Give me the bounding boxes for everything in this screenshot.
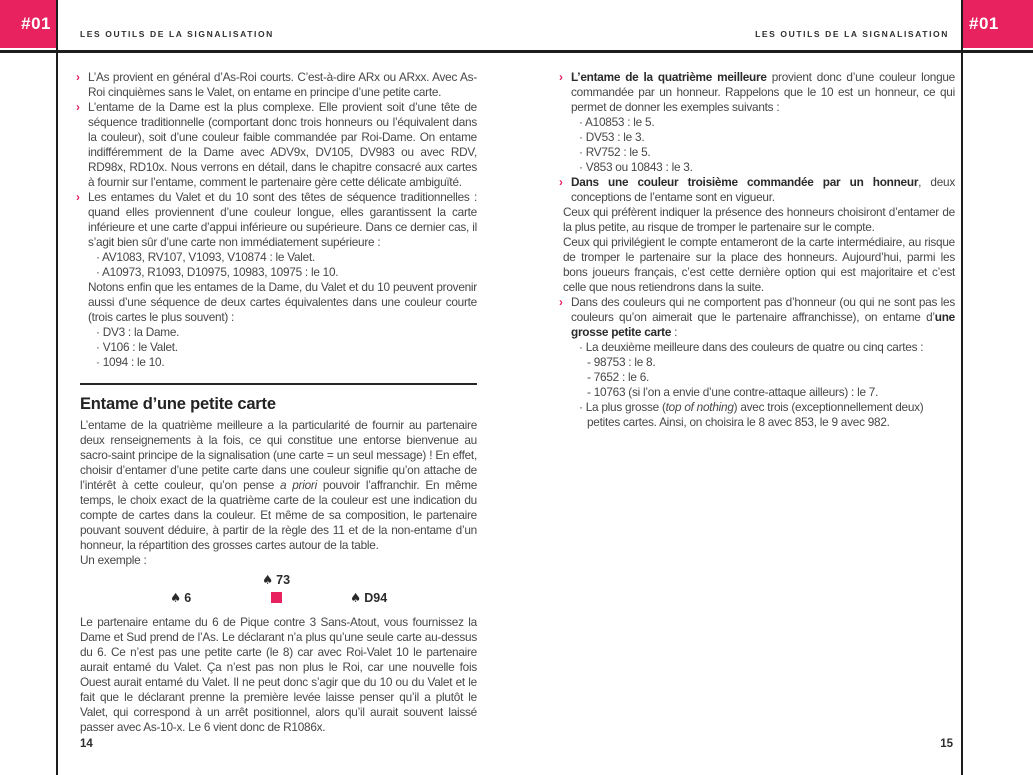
list-item-lead: une grosse petite carte bbox=[571, 310, 955, 339]
lead-square-marker bbox=[271, 592, 282, 603]
card-diagram bbox=[80, 571, 477, 615]
sub-item-text: · La plus grosse ( bbox=[579, 400, 666, 414]
header-rule bbox=[0, 50, 1033, 53]
list-item-text: , deux conceptions de l’entame sont en vigueur. bbox=[571, 175, 955, 204]
east-cards: D94 bbox=[364, 591, 388, 605]
sub-list-item: · RV752 : le 5. bbox=[579, 145, 651, 159]
bullet-marker: › bbox=[559, 175, 563, 189]
north-cards: 73 bbox=[276, 573, 291, 587]
sub-list-item: · La deuxième meilleure dans des couleurs de quatre ou cinq cartes : bbox=[579, 340, 924, 354]
north-hand bbox=[262, 572, 290, 588]
list-item-text: L’entame de la Dame est la plus complexe. Elle provient soit d’une tête de séquence traditionnelle (comportant donc trois honneurs ou l’équivalent dans la couleur), soit d’une couleur faible commandée par Roi-Dame. On entame indifféremment de la Dame avec ADV9x, DV105, DV983 ou avec RDV, RD98x, RD10x. Nous verrons en détail, dans le chapitre consacré aux cartes à fournir sur l’entame, comment le partenaire gère cette délicate ambiguïté. bbox=[88, 100, 477, 189]
list-item bbox=[559, 295, 955, 430]
list-item bbox=[76, 190, 477, 370]
sub-list-item: · DV53 : le 3. bbox=[579, 130, 645, 144]
list-item bbox=[76, 70, 477, 100]
spade-icon: ♠ bbox=[350, 590, 362, 605]
list-item bbox=[559, 70, 955, 175]
paragraph-italic: a priori bbox=[279, 478, 317, 492]
bullet-marker: › bbox=[559, 295, 563, 309]
left-page-content bbox=[76, 70, 478, 735]
chapter-tag-label: #01 bbox=[21, 14, 51, 33]
sub-list-item: · V853 ou 10843 : le 3. bbox=[579, 160, 693, 174]
chapter-tag-left bbox=[0, 0, 56, 48]
sub-list-item: · V106 : le Valet. bbox=[96, 340, 178, 354]
example-label: Un exemple : bbox=[80, 553, 147, 567]
paragraph-text: L’entame de la quatrième meilleure a la particularité de fournir au partenaire deux renseignements à la fois, ce qui constitue une entorse bienvenue au sacro-saint principe de la signalisation (une carte = un seul message) ! En effet, choisir d’entamer d’une petite carte dans une couleur signifie qu’on attache de l’intérêt à cette couleur, qu’on pense bbox=[80, 418, 477, 492]
paragraph: Ceux qui préfèrent indiquer la présence des honneurs choisiront d’entamer de la plus petite, au risque de tromper le partenaire sur le compte. bbox=[563, 205, 955, 234]
sub-sub-list-item: - 7652 : le 6. bbox=[587, 370, 650, 384]
sub-list-item: · A10973, R1093, D10975, 10983, 10975 : le 10. bbox=[96, 265, 339, 279]
section-heading: Entame d’une petite carte bbox=[80, 395, 276, 413]
sub-sub-list-item: - 10763 (si l’on a envie d’une contre-attaque ailleurs) : le 7. bbox=[587, 385, 879, 399]
list-item-text: Les entames du Valet et du 10 sont des têtes de séquence traditionnelles : quand elles proviennent d’une couleur longue, elles garantissent la carte inférieure et une carte d’appui inférieure ou supérieure. Dans ce dernier cas, il s’agit bien sûr d’une carte non immédiatement supérieure : bbox=[88, 190, 477, 249]
paragraph-text: pouvoir l’affranchir. En même temps, le choix exact de la quatrième carte de la couleur est une indication du compte de cartes dans la couleur. Et même de sa composition, le partenaire pouvant souvent déduire, à partir de la règle des 11 et de la non-entame d’un honneur, la répartition des grosses cartes autour de la table. bbox=[80, 478, 478, 552]
list-item bbox=[559, 175, 955, 205]
list-item-lead: Dans une couleur troisième commandée par un honneur bbox=[571, 175, 919, 189]
list-item bbox=[76, 100, 477, 190]
chapter-tag-right bbox=[963, 0, 1033, 48]
sub-list-item: · 1094 : le 10. bbox=[96, 355, 165, 369]
paragraph: Le partenaire entame du 6 de Pique contre 3 Sans-Atout, vous fournissez la Dame et Sud prend de l’As. Le déclarant n’a plus qu’une seule carte au-dessus du 6. Ce n’est pas une petite carte (le 8) car avec Roi-Valet 10 le partenaire aurait entamé du Valet. Ça n’est pas non plus le Roi, car une nouvelle fois Ouest aurait entamé du Valet. Il ne peut donc s’agir que du 10 ou du Valet et le fait que le déclarant prenne la première levée laisse penser qu’il a plutôt le Valet, qui correspond à un arrêt positionnel, alors qu’il aurait souvent laissé passer avec As-10-x. Le 6 vient donc de R1086x. bbox=[80, 615, 477, 734]
sub-list-item: · AV1083, RV107, V1093, V10874 : le Valet. bbox=[96, 250, 316, 264]
west-cards: 6 bbox=[184, 591, 192, 605]
bullet-marker: › bbox=[76, 190, 80, 204]
west-hand bbox=[170, 590, 191, 606]
running-title-left: LES OUTILS DE LA SIGNALISATION bbox=[80, 29, 274, 39]
bullet-marker: › bbox=[559, 70, 563, 84]
section-divider bbox=[80, 383, 477, 385]
sub-item-italic: top of nothing bbox=[665, 400, 734, 414]
running-title-right: LES OUTILS DE LA SIGNALISATION bbox=[755, 29, 949, 39]
sub-sub-list-item: - 98753 : le 8. bbox=[587, 355, 656, 369]
page-number-right: 15 bbox=[940, 738, 953, 750]
left-gutter-rule bbox=[56, 0, 58, 775]
spade-icon: ♠ bbox=[261, 572, 274, 587]
paragraph: Ceux qui privilégient le compte entameront de la carte intermédiaire, au risque de tromper le partenaire sur la place des honneurs. Aujourd’hui, parmi les bons joueurs français, c’est cette dernière option qui est majoritaire et c’est celle que nous retiendrons dans la suite. bbox=[563, 235, 955, 294]
chapter-tag-label: #01 bbox=[969, 14, 999, 33]
list-item-text: provient donc d’une couleur longue commandée par un honneur. Rappelons que le 10 est un honneur, ce qui permet de donner les exemples suivants : bbox=[571, 70, 955, 114]
list-item-text: : bbox=[671, 325, 678, 339]
bullet-marker: › bbox=[76, 100, 80, 114]
right-page-content bbox=[559, 70, 955, 430]
list-item-text: L’As provient en général d’As-Roi courts. C’est-à-dire ARx ou ARxx. Avec As-Roi cinquièmes sans le Valet, on entame en principe d’une petite carte. bbox=[88, 70, 477, 99]
spade-icon: ♠ bbox=[170, 590, 182, 605]
list-item-note: Notons enfin que les entames de la Dame, du Valet et du 10 peuvent provenir aussi d’une séquence de deux cartes équivalentes dans une couleur courte (trois cartes le plus souvent) : bbox=[88, 280, 477, 324]
paragraph bbox=[80, 418, 477, 553]
right-gutter-rule bbox=[961, 0, 963, 775]
page-number-left: 14 bbox=[80, 738, 93, 750]
sub-list-item bbox=[571, 400, 955, 430]
list-item-text: Dans des couleurs qui ne comportent pas d’honneur (ou qui ne sont pas les couleurs qu’on aimerait que le partenaire affranchisse), on entame d’ bbox=[571, 295, 955, 324]
east-hand bbox=[350, 590, 387, 606]
sub-list-item: · DV3 : la Dame. bbox=[96, 325, 180, 339]
bullet-marker: › bbox=[76, 70, 80, 84]
sub-item-text: ) avec trois (exceptionnellement deux) petites cartes. Ainsi, on choisira le 8 avec 853, le 9 avec 982. bbox=[587, 400, 924, 429]
list-item-lead: L’entame de la quatrième meilleure bbox=[571, 70, 767, 84]
sub-list-item: · A10853 : le 5. bbox=[579, 115, 655, 129]
